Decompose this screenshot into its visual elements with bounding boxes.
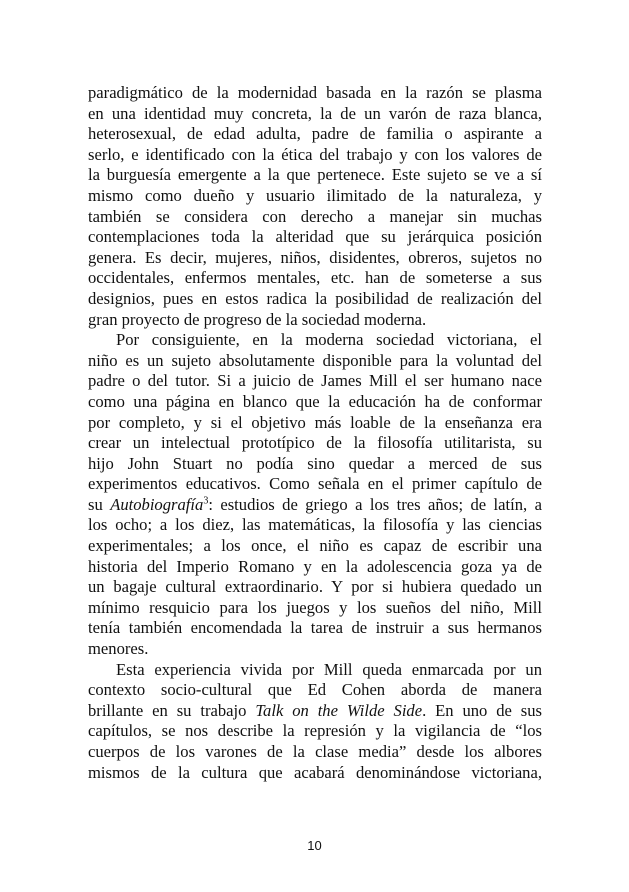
text-line: mismo como dueño y usuario ilimitado de la naturaleza, y: [88, 185, 542, 205]
text-line: gran proyecto de progreso de la sociedad moderna.: [88, 309, 427, 329]
text-line: menores.: [88, 639, 149, 659]
text-line: experimentales; a los once, el niño es capaz de escribir una: [88, 536, 542, 556]
text-line: un bagaje cultural extraordinario. Y por si hubiera quedado un: [88, 577, 542, 597]
text-line: cuerpos de los varones de la clase media” desde los albores: [88, 742, 542, 761]
text-line: hijo John Stuart no podía sino quedar a merced de sus: [88, 453, 542, 473]
text-line: tenía también encomendada la tarea de instruir a sus hermanos: [88, 618, 542, 638]
text-line: también se considera con derecho a manejar sin muchas: [88, 206, 542, 226]
text-line: occidentales, enfermos mentales, etc. han de someterse a sus: [88, 268, 542, 288]
text-line: su Autobiografía$^3$: estudios de griego a los tres años; de latín, a: [88, 494, 542, 514]
text-line: la burguesía emergente a la que pertenece. Este sujeto se ve a sí: [88, 165, 542, 185]
text-line: capítulos, se nos describe la represión y la vigilancia de “los: [88, 721, 542, 741]
text-line: por completo, y si el objetivo más loable de la enseñanza era: [88, 412, 542, 432]
paragraph: [88, 660, 542, 784]
text-line: Por consiguiente, en la moderna sociedad victoriana, el: [116, 330, 542, 350]
footnote-marker: 3: [203, 495, 209, 507]
text-line: niño es un sujeto absolutamente disponible para la voluntad del: [88, 350, 542, 370]
text-line: serlo, e identificado con la ética del trabajo y con los valores de: [88, 144, 542, 164]
text-line: designios, pues en estos radica la posibilidad de realización del: [88, 288, 542, 308]
text-line: genera. Es decir, mujeres, niños, disidentes, obreros, sujetos no: [88, 247, 542, 267]
text-line: heterosexual, de edad adulta, padre de familia o aspirante a: [88, 124, 542, 144]
text-line: crear un intelectual prototípico de la filosofía utilitarista, su: [88, 433, 542, 453]
text-line: mismos de la cultura que acabará denominándose victoriana,: [88, 762, 542, 782]
text-line: padre o del tutor. Si a juicio de James Mill el ser humano nace: [88, 371, 542, 391]
paragraph: [88, 330, 542, 660]
body-text: [88, 83, 542, 783]
text-line: mínimo resquicio para los juegos y los sueños del niño, Mill: [88, 597, 542, 617]
text-line: experimentos educativos. Como señala en el primer capítulo de: [88, 474, 542, 494]
text-line: los ocho; a los diez, las matemáticas, la filosofía y las ciencias: [88, 515, 542, 535]
page-number: 10: [307, 838, 322, 853]
text-line: contemplaciones toda la alteridad que su jerárquica posición: [88, 227, 542, 247]
text-line: en una identidad muy concreta, la de un varón de raza blanca,: [88, 103, 542, 123]
text-line: brillante en su trabajo Talk on the Wilde Side. En uno de sus: [88, 700, 543, 720]
paragraph: [88, 83, 542, 330]
text-line: como una página en blanco que la educación ha de conformar: [88, 391, 542, 411]
text-line: contexto socio-cultural que Ed Cohen aborda de manera: [88, 680, 542, 700]
text-line: Esta experiencia vivida por Mill queda enmarcada por un: [116, 659, 542, 679]
text-line: historia del Imperio Romano y en la adolescencia goza ya de: [88, 556, 542, 576]
text-line: paradigmático de la modernidad basada en la razón se plasma: [88, 83, 542, 102]
